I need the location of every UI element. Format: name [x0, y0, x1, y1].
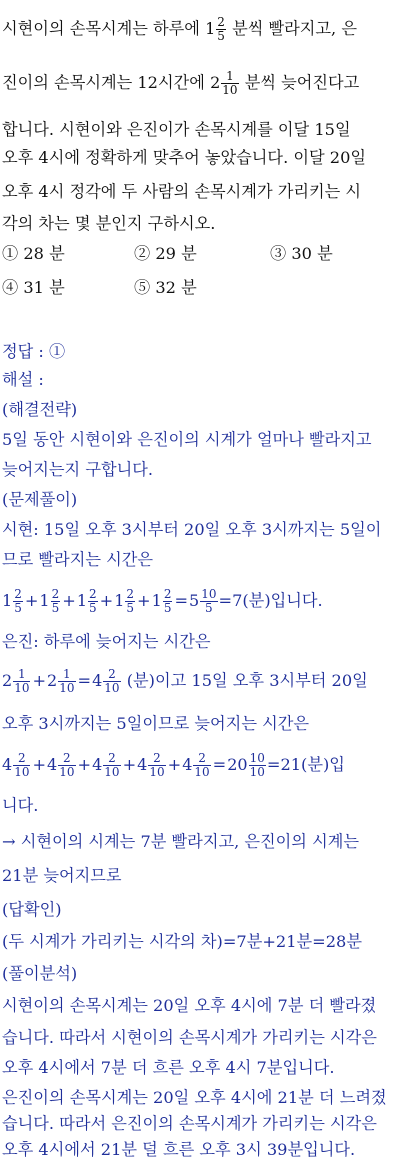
analysis-line-4: 은진이의 손목시계는 20일 오후 4시에 21분 더 느려졌 [2, 1088, 387, 1107]
mixed-number-whole: 5 [189, 591, 200, 610]
mixed-number-whole: 2 [47, 671, 58, 690]
fraction [51, 588, 61, 615]
question-text: 시현이의 손목시계는 하루에 [2, 19, 200, 38]
question-line-3: 합니다. 시현이와 은진이가 손목시계를 이달 15일 [2, 120, 351, 139]
fraction-numerator: 2 [14, 587, 22, 601]
fraction-denominator: 5 [217, 29, 225, 43]
mixed-number-whole: 1 [205, 19, 216, 38]
fraction [13, 668, 30, 695]
eunjin-line-3: 오후 3시까지는 5일이므로 늦어지는 시간은 [2, 714, 310, 733]
question-line-6: 각의 차는 몇 분인지 구하시오. [2, 214, 216, 233]
analysis-line-2: 습니다. 따라서 시현이의 손목시계가 가리키는 시각은 [2, 1028, 377, 1047]
fraction-numerator: 2 [193, 752, 210, 766]
fraction [221, 70, 238, 97]
conclusion-line-1: → 시현이의 시계는 7분 빨라지고, 은진이의 시계는 [2, 832, 359, 851]
solution-heading: (문제풀이) [2, 490, 78, 509]
option-3: ③ 30 분 [270, 244, 333, 263]
fraction [58, 752, 75, 779]
fraction-numerator: 2 [103, 752, 120, 766]
analysis-heading: (풀이분석) [2, 964, 78, 983]
fraction-denominator: 10 [59, 681, 75, 695]
fraction-numerator: 2 [89, 587, 97, 601]
fraction-numerator: 10 [249, 751, 265, 765]
fraction-denominator: 5 [126, 601, 135, 615]
fraction-denominator: 5 [14, 601, 22, 615]
equation-result: =21(분)입 [266, 755, 345, 774]
equation-result: =7(분)입니다. [218, 591, 323, 610]
fraction-denominator: 5 [163, 601, 172, 615]
fraction-denominator: 5 [51, 601, 60, 615]
mixed-number-whole: 1 [114, 591, 125, 610]
fraction-numerator: 2 [13, 752, 30, 766]
fraction [163, 588, 173, 615]
eunjin-line-5: 니다. [2, 796, 39, 815]
fraction [125, 588, 135, 615]
check-line-1: (두 시계가 가리키는 시각의 차)=7분+21분=28분 [2, 932, 362, 951]
explanation-label: 해설 : [2, 370, 44, 389]
strategy-heading: (해결전략) [2, 400, 78, 419]
fraction-denominator: 10 [149, 765, 165, 779]
fraction-numerator: 2 [51, 587, 60, 601]
question-line-1 [2, 16, 398, 43]
mixed-number-whole: 4 [92, 755, 103, 774]
solution-line-2: 므로 빨라지는 시간은 [2, 550, 154, 569]
fraction-numerator: 2 [217, 15, 225, 29]
question-text: 진이의 손목시계는 12시간에 [2, 73, 205, 92]
fraction-numerator: 2 [148, 752, 165, 766]
option-5: ⑤ 32 분 [134, 278, 197, 297]
eunjin-line-1: 은진: 하루에 늦어지는 시간은 [2, 632, 211, 651]
fraction [200, 588, 217, 615]
option-1: ① 28 분 [2, 244, 65, 263]
fraction [58, 668, 75, 695]
mixed-number-whole: 4 [47, 755, 58, 774]
mixed-number-whole: 4 [92, 671, 103, 690]
fraction [88, 588, 98, 615]
mixed-number-whole: 4 [137, 755, 148, 774]
fraction [216, 16, 226, 43]
mixed-number-whole: 2 [2, 671, 13, 690]
question-line-4: 오후 4시에 정확하게 맞추어 놓았습니다. 이달 20일 [2, 148, 367, 167]
analysis-line-5: 습니다. 따라서 은진이의 손목시계가 가리키는 시각은 [2, 1114, 377, 1133]
question-line-5: 오후 4시 정각에 두 사람의 손목시계가 가리키는 시 [2, 182, 362, 201]
mixed-number-whole: 1 [151, 591, 162, 610]
equation-tail: (분)이고 15일 오후 3시부터 20일 [126, 671, 368, 690]
fraction-numerator: 2 [126, 587, 135, 601]
analysis-line-6: 오후 4시에서 21분 덜 흐른 오후 3시 39분입니다. [2, 1140, 356, 1159]
mixed-number-whole: 2 [210, 73, 221, 92]
fraction-numerator: 2 [103, 668, 120, 682]
strategy-line-1: 5일 동안 시현이와 은진이의 시계가 얼마나 빨라지고 [2, 430, 372, 449]
fraction-denominator: 10 [14, 765, 30, 779]
mixed-number-whole: 20 [227, 755, 248, 774]
mixed-number-whole: 1 [2, 591, 13, 610]
sum-equation-shihyun: 1 $\frac{2}{5}$ +1 $\frac{2}{5}$ +1 $\frac{2}{5}$ +1 $\frac{2}{5}$ +1 $\frac{2}{5}$ =5 $\frac{10}{5}$ =7(분)입니다. [2, 587, 323, 615]
analysis-line-1: 시현이의 손목시계는 20일 오후 4시에 7분 더 빨라졌 [2, 996, 377, 1015]
solution-line-1: 시현: 15일 오후 3시부터 20일 오후 3시까지는 5일이 [2, 520, 382, 539]
mixed-number-whole: 4 [182, 755, 193, 774]
question-text: 분씩 늦어진다고 [244, 73, 360, 92]
answer-label: 정답 : ① [2, 342, 66, 361]
fraction [13, 588, 23, 615]
fraction [13, 752, 30, 779]
check-heading: (답확인) [2, 900, 62, 919]
fraction [148, 752, 165, 779]
fraction [103, 752, 120, 779]
fraction-denominator: 10 [249, 765, 265, 779]
fraction-denominator: 10 [104, 681, 120, 695]
fraction [249, 752, 266, 779]
fraction-denominator: 5 [205, 601, 213, 615]
option-4: ④ 31 분 [2, 278, 65, 297]
fraction [193, 752, 210, 779]
fraction-numerator: 1 [221, 70, 238, 84]
fraction-denominator: 10 [59, 765, 75, 779]
fraction [103, 668, 120, 695]
fraction-denominator: 10 [14, 681, 30, 695]
strategy-line-2: 늦어지는지 구합니다. [2, 460, 154, 479]
fraction-numerator: 1 [13, 668, 30, 682]
fraction-numerator: 2 [58, 752, 75, 766]
fraction-denominator: 10 [104, 765, 120, 779]
mixed-number-whole: 4 [2, 755, 13, 774]
sum-equation-eunjin: 4 $\frac{2}{10}$ +4 $\frac{2}{10}$ +4 $\frac{2}{10}$ +4 $\frac{2}{10}$ +4 $\frac{2}{10}$ =20 $\frac{10}{10}$ =21(분)입 [2, 751, 345, 779]
mixed-number-whole: 1 [39, 591, 50, 610]
fraction-denominator: 10 [222, 83, 238, 97]
question-text: 분씩 빨라지고, 은 [232, 19, 357, 38]
fraction-numerator: 2 [163, 587, 172, 601]
fraction-numerator: 10 [201, 587, 217, 601]
fraction-numerator: 1 [58, 668, 75, 682]
eunjin-line-2: 2 $\frac{1}{10}$ +2 $\frac{1}{10}$ =4 $\frac{2}{10}$ (분)이고 15일 오후 3시부터 20일 [2, 667, 368, 695]
question-line-2 [2, 70, 398, 97]
fraction-denominator: 10 [194, 765, 210, 779]
analysis-line-3: 오후 4시에서 7분 더 흐른 오후 4시 7분입니다. [2, 1058, 335, 1077]
fraction-denominator: 5 [89, 601, 97, 615]
conclusion-line-2: 21분 늦어지므로 [2, 866, 122, 885]
mixed-number-whole: 1 [76, 591, 87, 610]
option-2: ② 29 분 [134, 244, 197, 263]
